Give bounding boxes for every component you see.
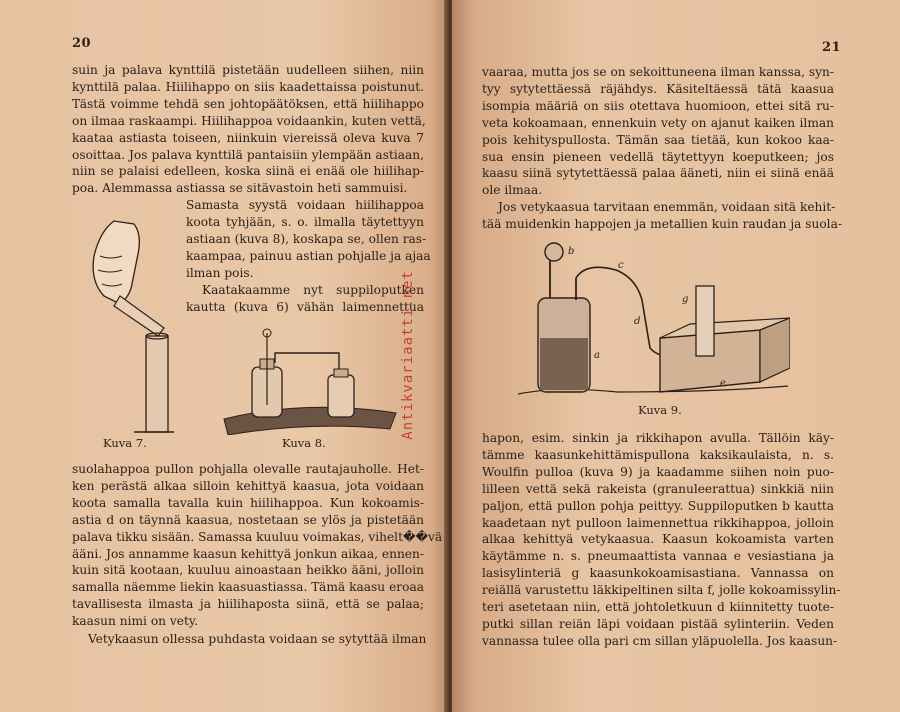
watermark: Antikvariaatti.net <box>400 270 416 440</box>
rb-line: hapon, esim. sinkin ja rikkihapon avulla. Tällöin käy- <box>482 431 834 445</box>
figure-9-label-d: d <box>634 316 641 327</box>
lt-line: osoittaa. Jos palava kynttilä pantaisiin ylempään astiaan, <box>72 147 424 162</box>
left-page <box>0 0 448 712</box>
figure-7-pouring-illustration <box>74 196 184 436</box>
ls-line: ilman pois. <box>186 265 254 280</box>
lt-line: kaataa astiasta toiseen, niinkuin viereissä oleva kuva 7 <box>72 130 424 145</box>
ls2-line: Kaatakaamme nyt suppiloputken <box>202 283 424 297</box>
figure-9-label-b: b <box>568 246 575 257</box>
left-bottom-paragraph <box>72 461 443 630</box>
ls-line: kaampaa, painuu astian pohjalle ja ajaa <box>186 248 431 263</box>
lb-line: palava tikku sisään. Samassa kuuluu voimakas, vihelt��vä <box>72 529 443 544</box>
rb-line: alkaa kehittyä vetykaasua. Kaasun kokoamista varten <box>482 532 834 547</box>
lb-line: tavallisesta ilmasta ja hiilihaposta siinä, että se palaa; <box>72 597 424 612</box>
lb-line: ääni. Jos annamme kaasun kehittyä jonkun aikaa, ennen- <box>72 546 424 561</box>
lt-line: niin se palaisi edelleen, koska siinä ei enää ole hiilihap- <box>72 164 424 179</box>
ls-line: Samasta syystä voidaan hiilihappoa <box>186 198 424 212</box>
lt-line: suin ja palava kynttilä pistetään uudelleen siihen, niin <box>72 63 424 77</box>
rb-line: Woulfin pulloa (kuva 9) ja kaadamme siihen noin puo- <box>482 464 834 479</box>
lt-line: on ilmaa raskaampi. Hiilihappoa voidaankin, kuten vettä, <box>72 113 426 128</box>
right-paragraph-2 <box>482 199 842 233</box>
right-page <box>452 0 900 712</box>
caption-figure-9: Kuva 9. <box>638 403 682 417</box>
ls-line: koota tyhjään, s. o. ilmalla täytettyyn <box>186 214 424 229</box>
ls-line: astiaan (kuva 8), koskapa se, ollen ras- <box>186 231 427 246</box>
ls2-line: kautta (kuva 6) vähän laimennettua <box>186 299 424 314</box>
rb-line: käytämme n. s. pneumaattista vannaa e vesiastiana ja <box>482 549 834 564</box>
lt-line: Tästä voimme tehdä sen johtopäätöksen, että hiilihappo <box>72 96 424 111</box>
caption-figure-8: Kuva 8. <box>282 436 326 450</box>
rb-line: putki sillan reiän läpi voidaan pistää sylinteriin. Veden <box>482 616 834 631</box>
page-number-right: 21 <box>822 40 842 55</box>
rb-line: tämme kaasunkehittämispullona kaksikaulaista, n. s. <box>482 447 834 462</box>
rp2-line: Jos vetykaasua tarvitaan enemmän, voidaan sitä kehit- <box>498 200 836 214</box>
lt-line: poa. Alemmassa astiassa se sitävastoin heti sammuisi. <box>72 181 408 196</box>
lb-line: kuin sitä kootaan, kuuluu ainoastaan heikko ääni, jolloin <box>72 563 424 578</box>
rb-line: kaadetaan nyt pulloon laimennettua rikkihappoa, jolloin <box>482 515 834 530</box>
right-top-paragraph <box>482 64 834 199</box>
rt-line: isompia määriä on siis otettava huomioon, ettei sitä ru- <box>482 98 834 113</box>
rb-line: vannassa tulee olla pari cm sillan yläpuolella. Jos kaasun- <box>482 633 838 648</box>
lb-line: ken perästä alkaa silloin kehittyä kaasua, jota voidaan <box>72 478 424 493</box>
left-last-line-text: Vetykaasun ollessa puhdasta voidaan se sytyttää ilman <box>88 632 427 646</box>
figure-9-label-e: e <box>720 378 726 389</box>
rp2-line: tää muidenkin happojen ja metallien kuin raudan ja suola- <box>482 216 842 231</box>
rt-line: kaasu siinä sytytettäessä palaa ääneti, niin ei siinä enää <box>482 166 834 181</box>
rt-line: pois kehityspullosta. Tämän saa tietää, kun kokoo kaa- <box>482 132 834 147</box>
lb-line: samalla näemme liekin kaasuastiassa. Tämä kaasu eroaa <box>72 580 424 595</box>
rb-line: lilleen vettä sekä rakeista (granuleerattua) sinkkiä niin <box>482 481 834 496</box>
lb-line: suolahappoa pullon pohjalla olevalle rautajauholle. Het- <box>72 462 424 476</box>
rt-line: ole ilmaa. <box>482 183 543 198</box>
left-side-paragraph <box>186 197 431 282</box>
rt-line: vaaraa, mutta jos se on sekoittuneena ilman kanssa, syn- <box>482 65 834 79</box>
figure-9-label-g: g <box>682 294 689 305</box>
rb-line: teri asetetaan niin, että johtoletkuun d kiinnitetty tuote- <box>482 600 834 615</box>
caption-figure-7: Kuva 7. <box>103 436 147 450</box>
rt-line: veta kokoamaan, ennenkuin vety on ajanut kaiken ilman <box>482 115 834 130</box>
figure-9-label-a: a <box>594 350 600 361</box>
right-bottom-paragraph <box>482 430 841 650</box>
rt-line: tyy sytytettäessä räjähdys. Käsiteltäessä tätä kaasua <box>482 81 834 96</box>
figure-9-apparatus <box>510 238 790 410</box>
page-number-left: 20 <box>72 36 92 51</box>
left-top-paragraph <box>72 62 424 197</box>
lt-line: kynttilä palaa. Hiilihappo on siis kaadettaissa poistunut. <box>72 79 424 94</box>
figure-8-two-bottles <box>220 325 400 435</box>
rt-line: sua ensin pieneen vedellä täytettyyn koeputkeen; jos <box>482 149 834 164</box>
rb-line: lasisylinteriä g kaasunkokoamisastiana. Vannassa on <box>482 566 834 581</box>
lb-line: astia d on täynnä kaasua, nostetaan se ylös ja pistetään <box>72 512 424 527</box>
lb-line: koota samalla tavalla kuin hiilihappoa. Kun kokoamis- <box>72 495 424 510</box>
rb-line: reiällä varustettu läkkipeltinen silta f, jolle kokoamissylin- <box>482 583 841 598</box>
left-last-line <box>72 631 440 648</box>
rb-line: paljon, että pullon pohja peittyy. Suppiloputken b kautta <box>482 498 834 513</box>
left-side-paragraph-2 <box>186 282 424 316</box>
lb-line: kaasun nimi on vety. <box>72 614 199 629</box>
figure-9-label-c: c <box>618 260 624 271</box>
